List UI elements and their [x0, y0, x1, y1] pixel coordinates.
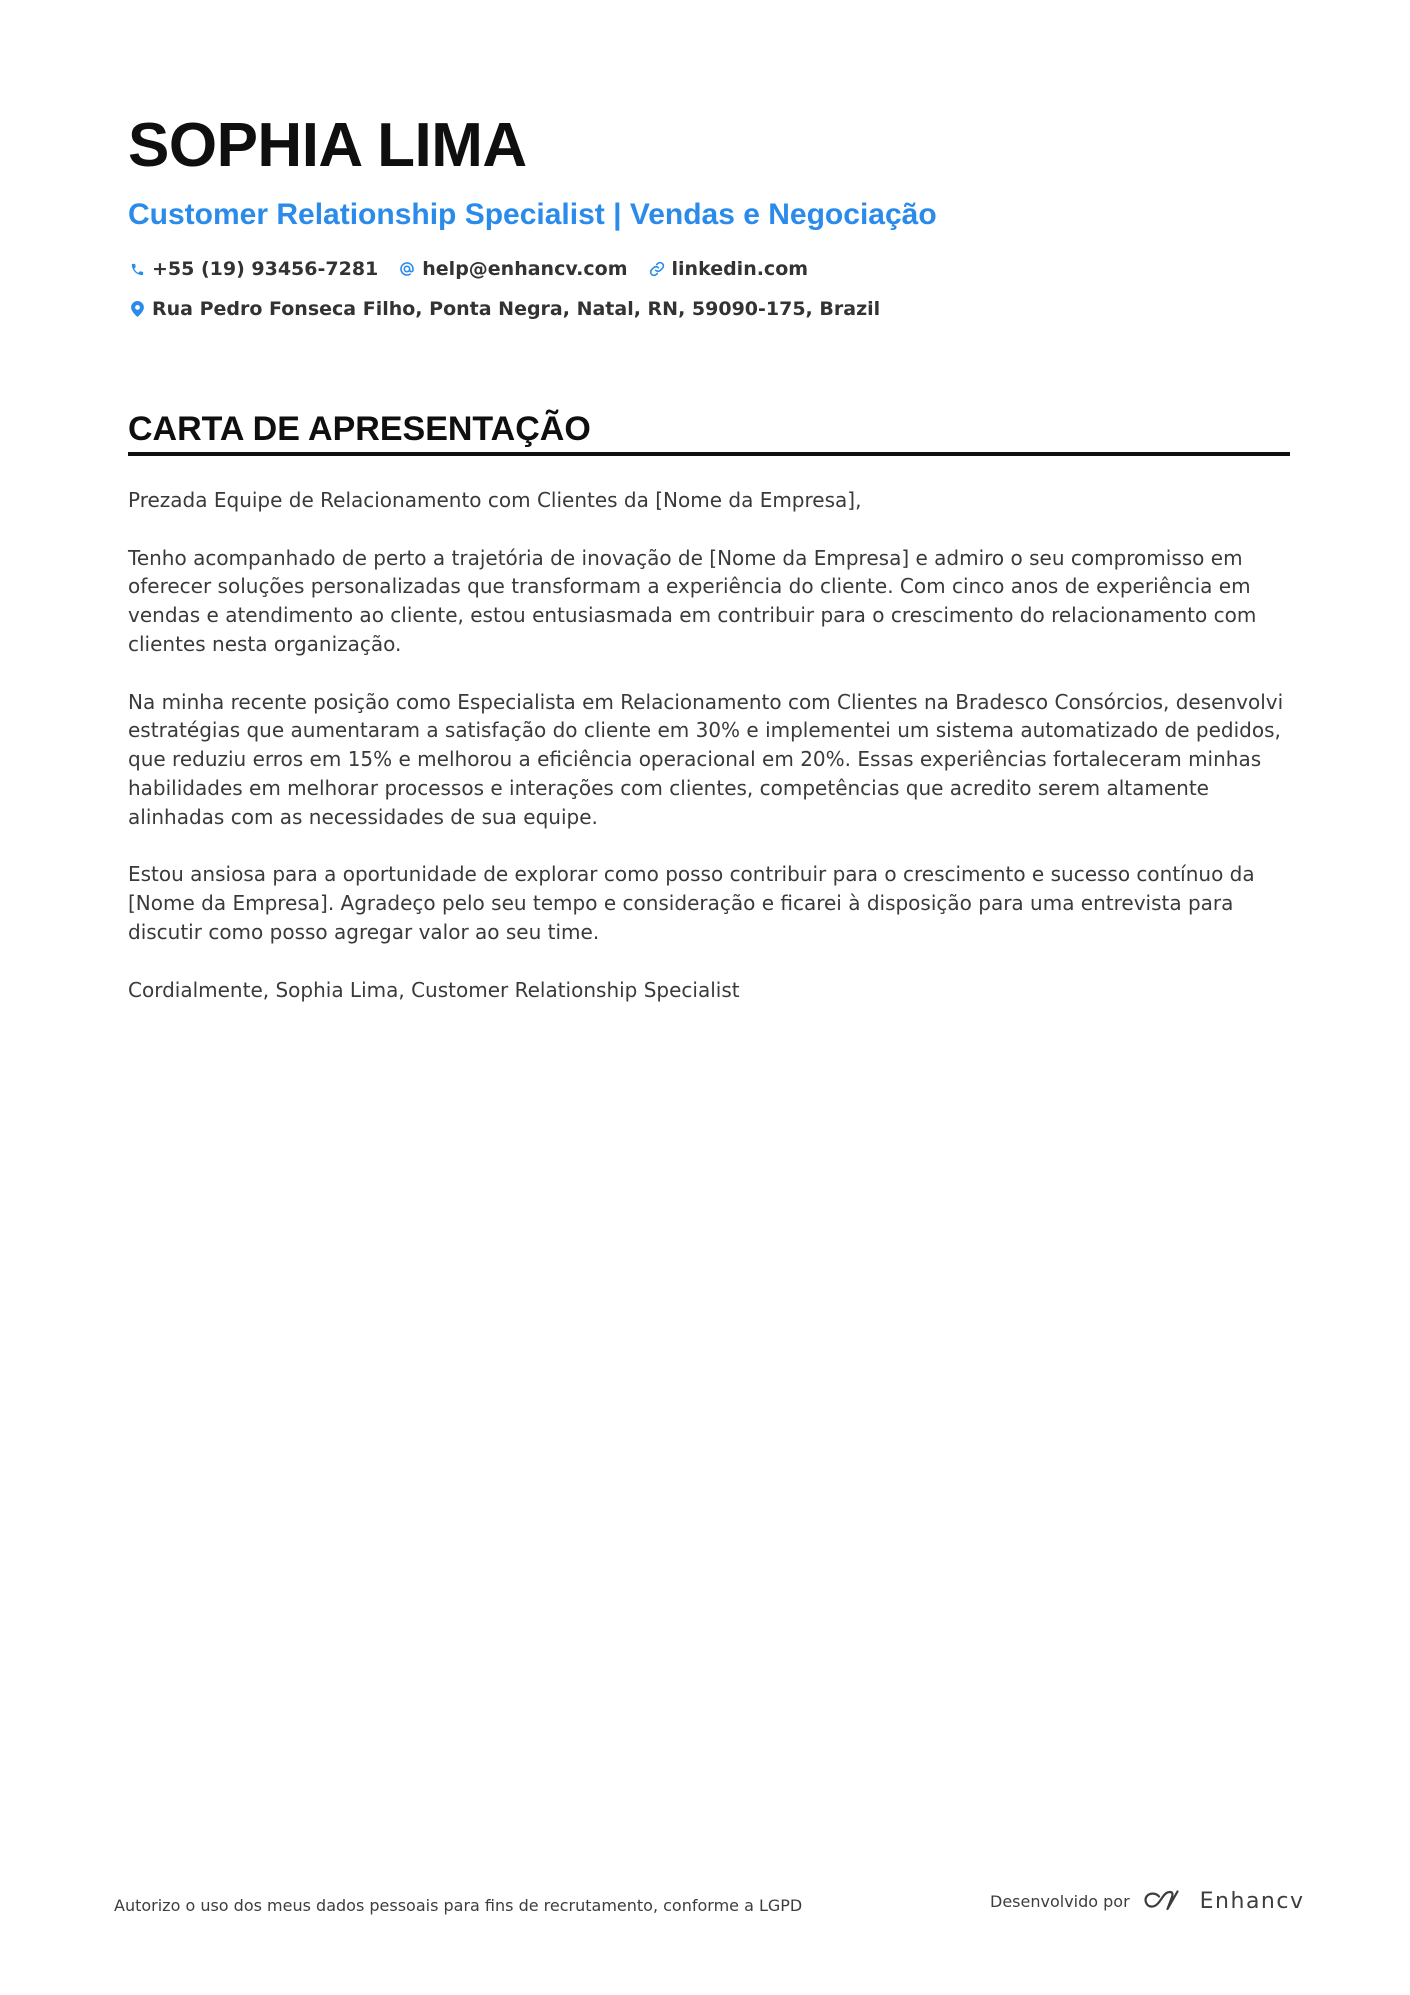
location-pin-icon	[128, 300, 146, 318]
contact-address	[128, 296, 880, 322]
brand-name: Enhancv	[1199, 1888, 1305, 1914]
contact-linkedin[interactable]	[648, 256, 809, 282]
letter-body	[128, 486, 1290, 1004]
letter-paragraph: Tenho acompanhado de perto a trajetória de inovação de [Nome da Empresa] e admiro o seu compromisso em oferecer soluções personalizadas que transformam a experiência do cliente. Com cinco anos de experiência em vendas e atendimento ao cliente, estou entusiasmada em contribuir para o crescimento do relacionamento com clientes nesta organização.	[128, 545, 1257, 656]
enhancv-logo-icon	[1142, 1888, 1188, 1914]
address-text: Rua Pedro Fonseca Filho, Ponta Negra, Natal, RN, 59090-175, Brazil	[152, 298, 881, 320]
address-row	[128, 296, 1290, 322]
at-icon	[398, 260, 416, 278]
letter-greeting: Prezada Equipe de Relacionamento com Clientes da [Nome da Empresa],	[128, 488, 862, 512]
link-icon	[648, 260, 666, 278]
cover-letter-section	[128, 408, 1290, 1033]
linkedin-text: linkedin.com	[671, 258, 809, 280]
email-text: help@enhancv.com	[422, 258, 628, 280]
candidate-name: SOPHIA LIMA	[128, 111, 527, 180]
letter-paragraph: Na minha recente posição como Especialista em Relacionamento com Clientes na Bradesco Consórcios, desenvolvi estratégias que aumentaram a satisfação do cliente em 30% e implementei um sistema automatizado de pedidos, que reduziu erros em 15% e melhorou a eficiência operacional em 20%. Essas experiências fortaleceram minhas habilidades em melhorar processos e interações com clientes, competências que acredito serem altamente alinhadas com as necessidades de sua equipe.	[128, 689, 1284, 829]
section-title: CARTA DE APRESENTAÇÃO	[128, 408, 1290, 456]
powered-by-label: Desenvolvido por	[990, 1891, 1130, 1911]
header	[128, 108, 1290, 322]
phone-icon	[128, 260, 146, 278]
consent-note: Autorizo o uso dos meus dados pessoais para fins de recrutamento, conforme a LGPD	[114, 1896, 803, 1915]
contact-phone[interactable]	[128, 256, 378, 282]
candidate-title: Customer Relationship Specialist | Vendas e Negociação	[128, 198, 937, 231]
phone-text: +55 (19) 93456-7281	[152, 258, 379, 280]
letter-paragraph: Estou ansiosa para a oportunidade de explorar como posso contribuir para o crescimento e sucesso contínuo da [Nome da Empresa]. Agradeço pelo seu tempo e consideração e ficarei à disposição para uma entrevista para discutir como posso agregar valor ao seu time.	[128, 862, 1255, 944]
contact-email[interactable]	[398, 256, 627, 282]
letter-closing: Cordialmente, Sophia Lima, Customer Relationship Specialist	[128, 977, 740, 1002]
powered-by[interactable]	[990, 1888, 1304, 1914]
contact-row	[128, 256, 1290, 282]
